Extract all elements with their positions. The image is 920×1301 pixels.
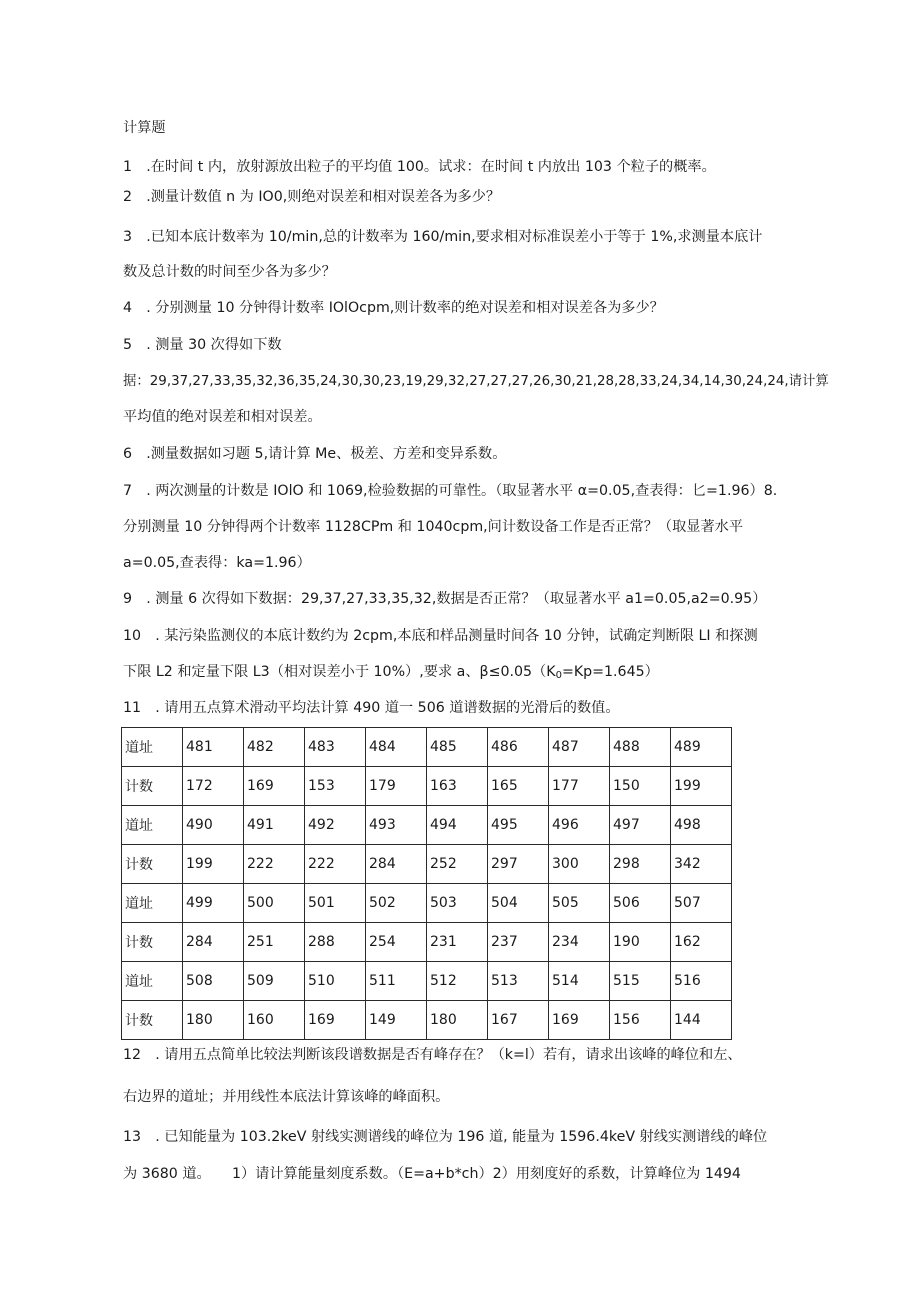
question-9: 9 . 测量 6 次得如下数据：29,37,27,33,35,32,数据是否正常？（取显著水平 a1=0.05,a2=0.95）: [123, 591, 767, 607]
table-cell: 503: [427, 884, 488, 923]
table-row: [122, 1001, 732, 1040]
table-cell: 516: [671, 962, 732, 1001]
table-cell: 511: [366, 962, 427, 1001]
table-cell: 167: [488, 1001, 549, 1040]
table-cell: 284: [183, 923, 244, 962]
table-row: [122, 728, 732, 767]
table-cell: 496: [549, 806, 610, 845]
question-10-line-2: [123, 662, 659, 686]
table-cell: 237: [488, 923, 549, 962]
table-cell: 177: [549, 767, 610, 806]
table-cell: 222: [305, 845, 366, 884]
spectrum-data-table: [121, 727, 732, 1040]
table-cell: 156: [610, 1001, 671, 1040]
table-cell: 481: [183, 728, 244, 767]
table-cell: 498: [671, 806, 732, 845]
question-10-text-b: =Kp=1.645）: [561, 664, 659, 680]
table-cell: 495: [488, 806, 549, 845]
table-row: [122, 767, 732, 806]
question-3-line-1: 3 .已知本底计数率为 10∕min,总的计数率为 160/min,要求相对标准误差小于等于 1%,求测量本底计: [123, 229, 763, 245]
table-cell: 297: [488, 845, 549, 884]
question-10-text-a: 下限 L2 和定量下限 L3（相对误差小于 10%）,要求 a、β≤0.05（K: [123, 664, 556, 680]
table-cell: 190: [610, 923, 671, 962]
table-cell: 501: [305, 884, 366, 923]
spectrum-table-body: [122, 728, 732, 1040]
table-cell: 488: [610, 728, 671, 767]
question-3-line-2: 数及总计数的时间至少各为多少？: [123, 264, 336, 280]
table-cell: 487: [549, 728, 610, 767]
question-7-line-1: 7 . 两次测量的计数是 IOlO 和 1069,检验数据的可靠性。（取显著水平 α=0.05,查表得：匕=1.96）8.: [123, 483, 778, 499]
table-cell: 231: [427, 923, 488, 962]
row-header-cell: 计数: [122, 1001, 183, 1040]
question-6: 6 .测量数据如习题 5,请计算 Me、极差、方差和变异系数。: [123, 446, 507, 462]
question-1: 1 .在时间 t 内，放射源放出粒子的平均值 100。试求：在时间 t 内放出 103 个粒子的概率。: [123, 159, 716, 175]
table-cell: 506: [610, 884, 671, 923]
question-13-line-2: 为 3680 道。 1）请计算能量刻度系数。（E=a+b*ch）2）用刻度好的系数，计算峰位为 1494: [123, 1166, 741, 1182]
table-cell: 199: [671, 767, 732, 806]
table-cell: 499: [183, 884, 244, 923]
table-cell: 144: [671, 1001, 732, 1040]
table-cell: 489: [671, 728, 732, 767]
question-7-line-3: a=0.05,查表得：ka=1.96）: [123, 555, 311, 571]
table-cell: 169: [305, 1001, 366, 1040]
table-cell: 486: [488, 728, 549, 767]
question-12-line-2: 右边界的道址；并用线性本底法计算该峰的峰面积。: [123, 1089, 450, 1105]
table-cell: 199: [183, 845, 244, 884]
table-cell: 492: [305, 806, 366, 845]
table-cell: 300: [549, 845, 610, 884]
question-7-line-2: 分别测量 10 分钟得两个计数率 1128CPm 和 1040cpm,问计数设备工作是否正常？（取显著水平: [123, 519, 744, 535]
table-cell: 514: [549, 962, 610, 1001]
table-cell: 222: [244, 845, 305, 884]
question-5-line-2: 据：29,37,27,33,35,32,36,35,24,30,30,23,19,29,32,27,27,27,26,30,21,28,28,33,24,34,14,30,24,24,请计算: [123, 374, 829, 389]
row-header-cell: 道址: [122, 806, 183, 845]
row-header-cell: 计数: [122, 923, 183, 962]
table-cell: 252: [427, 845, 488, 884]
table-cell: 179: [366, 767, 427, 806]
section-title: 计算题: [123, 120, 166, 136]
table-cell: 500: [244, 884, 305, 923]
table-cell: 510: [305, 962, 366, 1001]
table-row: [122, 806, 732, 845]
table-cell: 153: [305, 767, 366, 806]
table-cell: 508: [183, 962, 244, 1001]
question-10-subscript: 0: [555, 670, 562, 681]
table-cell: 509: [244, 962, 305, 1001]
table-cell: 484: [366, 728, 427, 767]
table-cell: 504: [488, 884, 549, 923]
table-cell: 505: [549, 884, 610, 923]
table-cell: 483: [305, 728, 366, 767]
table-cell: 342: [671, 845, 732, 884]
table-cell: 493: [366, 806, 427, 845]
table-cell: 165: [488, 767, 549, 806]
table-cell: 497: [610, 806, 671, 845]
table-cell: 163: [427, 767, 488, 806]
table-cell: 513: [488, 962, 549, 1001]
table-cell: 180: [183, 1001, 244, 1040]
question-4: 4 . 分别测量 10 分钟得计数率 IOlOcpm,则计数率的绝对误差和相对误差各为多少？: [123, 300, 664, 316]
row-header-cell: 道址: [122, 962, 183, 1001]
table-cell: 490: [183, 806, 244, 845]
table-cell: 169: [244, 767, 305, 806]
table-cell: 507: [671, 884, 732, 923]
table-row: [122, 923, 732, 962]
table-cell: 512: [427, 962, 488, 1001]
row-header-cell: 计数: [122, 767, 183, 806]
question-5-line-1: 5 . 测量 30 次得如下数: [123, 337, 282, 353]
question-2: 2 .测量计数值 n 为 IO0,则绝对误差和相对误差各为多少？: [123, 189, 501, 205]
table-cell: 254: [366, 923, 427, 962]
table-cell: 234: [549, 923, 610, 962]
table-cell: 251: [244, 923, 305, 962]
table-cell: 162: [671, 923, 732, 962]
table-cell: 169: [549, 1001, 610, 1040]
question-12-line-1: 12 . 请用五点简单比较法判断该段谱数据是否有峰存在？（k=l）若有，请求出该峰的峰位和左、: [123, 1047, 742, 1063]
table-cell: 288: [305, 923, 366, 962]
table-cell: 284: [366, 845, 427, 884]
question-11: 11 . 请用五点算术滑动平均法计算 490 道一 506 道谱数据的光滑后的数值。: [123, 700, 620, 716]
table-cell: 494: [427, 806, 488, 845]
table-cell: 502: [366, 884, 427, 923]
table-cell: 491: [244, 806, 305, 845]
table-cell: 298: [610, 845, 671, 884]
question-5-line-3: 平均值的绝对误差和相对误差。: [123, 409, 322, 425]
question-13-line-1: 13 . 已知能量为 103.2keV 射线实测谱线的峰位为 196 道, 能量为 1596.4keV 射线实测谱线的峰位: [123, 1129, 768, 1145]
table-cell: 150: [610, 767, 671, 806]
table-row: [122, 884, 732, 923]
table-cell: 482: [244, 728, 305, 767]
table-row: [122, 845, 732, 884]
row-header-cell: 计数: [122, 845, 183, 884]
row-header-cell: 道址: [122, 884, 183, 923]
table-cell: 180: [427, 1001, 488, 1040]
row-header-cell: 道址: [122, 728, 183, 767]
table-cell: 485: [427, 728, 488, 767]
table-cell: 149: [366, 1001, 427, 1040]
table-cell: 160: [244, 1001, 305, 1040]
table-cell: 515: [610, 962, 671, 1001]
question-10-line-1: 10 . 某污染监测仪的本底计数约为 2cpm,本底和样品测量时间各 10 分钟，试确定判断限 LI 和探测: [123, 628, 758, 644]
table-row: [122, 962, 732, 1001]
table-cell: 172: [183, 767, 244, 806]
